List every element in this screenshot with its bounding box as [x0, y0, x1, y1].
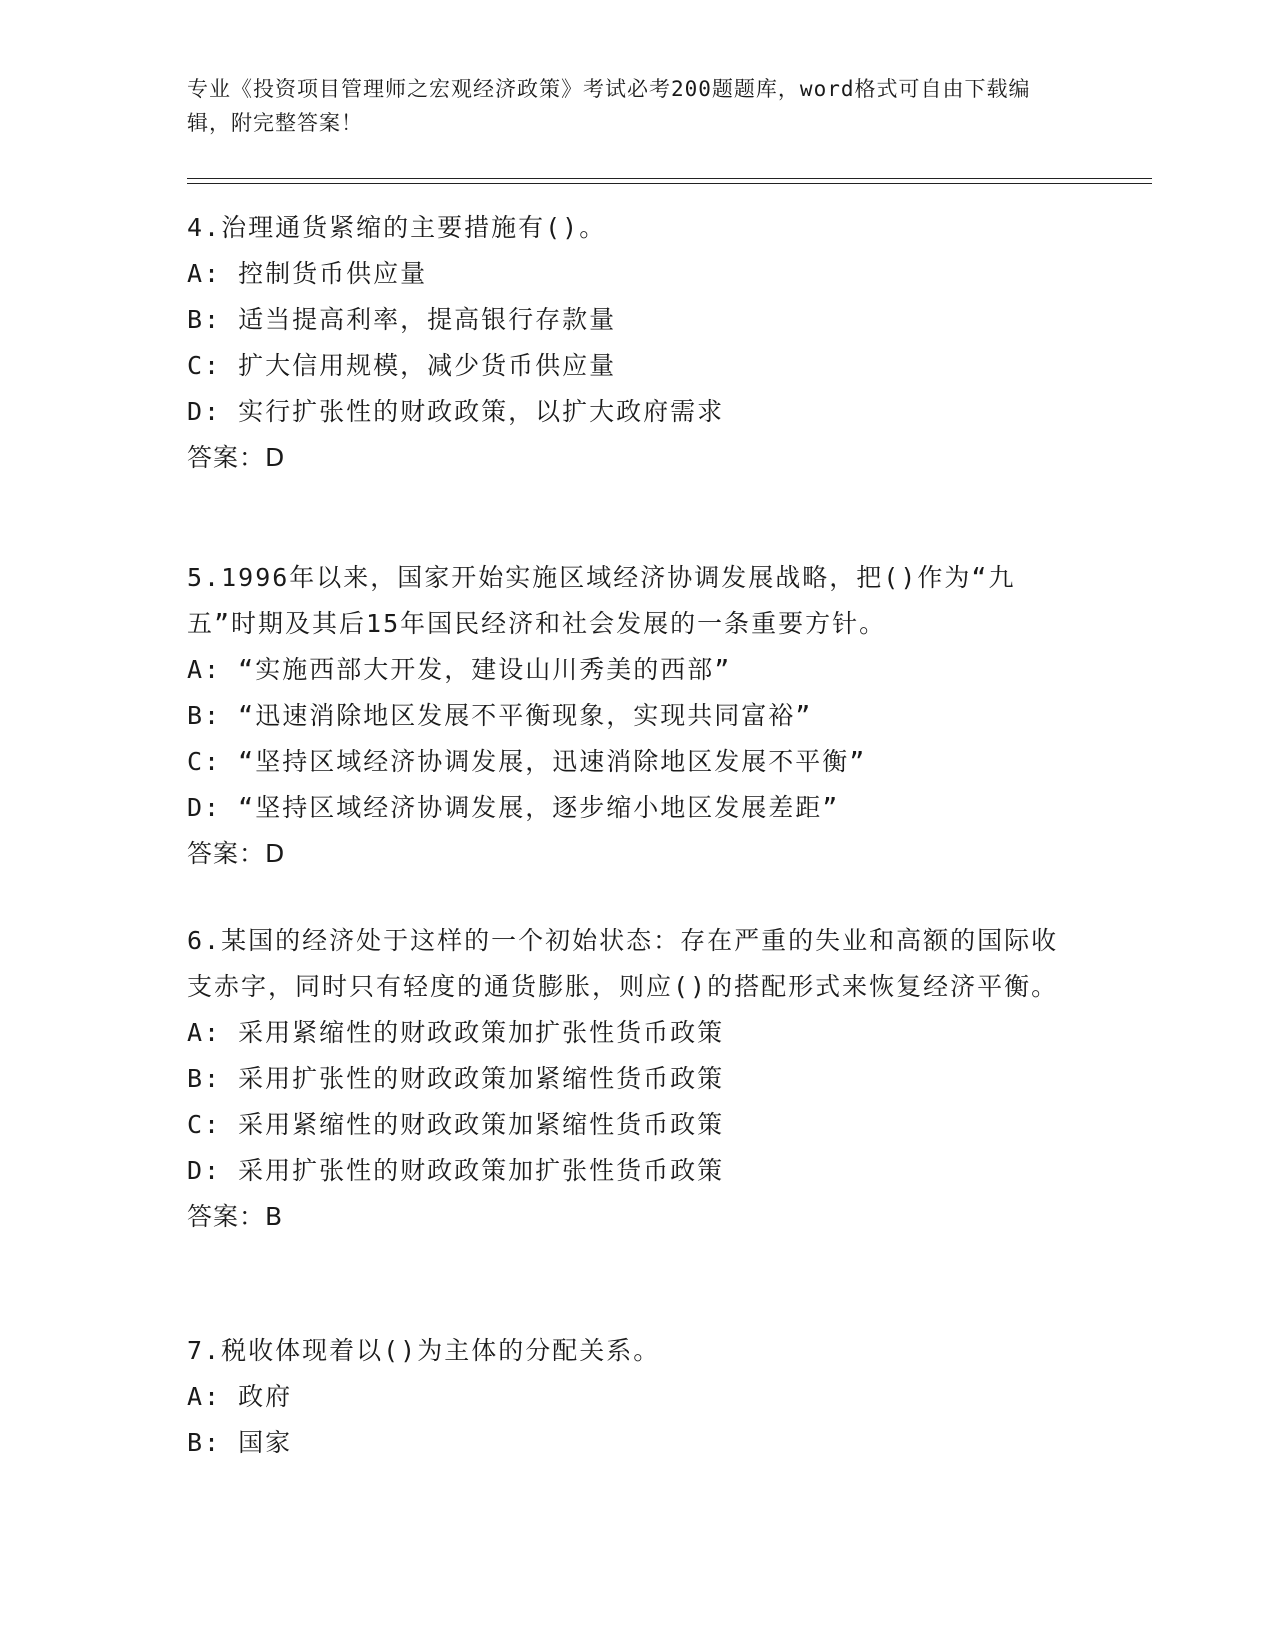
option-b: B: 国家	[187, 1428, 293, 1457]
document-header: 专业《投资项目管理师之宏观经济政策》考试必考200题题库，word格式可自由下载编辑，附完整答案！	[187, 77, 1031, 135]
question-6	[187, 918, 1067, 1240]
question-stem: 4.治理通货紧缩的主要措施有()。	[187, 213, 607, 242]
header-divider	[187, 178, 1152, 179]
question-stem: 5.1996年以来，国家开始实施区域经济协调发展战略，把()作为“九五”时期及其后15年国民经济和社会发展的一条重要方针。	[187, 563, 1016, 638]
answer-line: 答案：B	[187, 1202, 284, 1231]
option-b: B: “迅速消除地区发展不平衡现象，实现共同富裕”	[187, 701, 813, 730]
option-a: A: 控制货币供应量	[187, 259, 428, 288]
option-c: C: 扩大信用规模，减少货币供应量	[187, 351, 617, 380]
answer-line: 答案：D	[187, 839, 286, 868]
question-stem: 6.某国的经济处于这样的一个初始状态：存在严重的失业和高额的国际收支赤字，同时只有轻度的通货膨胀，则应()的搭配形式来恢复经济平衡。	[187, 926, 1059, 1001]
option-b: B: 适当提高利率，提高银行存款量	[187, 305, 617, 334]
header-divider-secondary	[187, 183, 1152, 184]
option-c: C: 采用紧缩性的财政政策加紧缩性货币政策	[187, 1110, 725, 1139]
option-a: A: “实施西部大开发，建设山川秀美的西部”	[187, 655, 732, 684]
option-d: D: “坚持区域经济协调发展，逐步缩小地区发展差距”	[187, 793, 840, 822]
option-d: D: 实行扩张性的财政政策，以扩大政府需求	[187, 397, 725, 426]
option-a: A: 采用紧缩性的财政政策加扩张性货币政策	[187, 1018, 725, 1047]
question-4	[187, 205, 1067, 481]
question-5	[187, 555, 1067, 877]
option-b: B: 采用扩张性的财政政策加紧缩性货币政策	[187, 1064, 725, 1093]
option-d: D: 采用扩张性的财政政策加扩张性货币政策	[187, 1156, 725, 1185]
question-stem: 7.税收体现着以()为主体的分配关系。	[187, 1336, 661, 1365]
option-a: A: 政府	[187, 1382, 293, 1411]
option-c: C: “坚持区域经济协调发展，迅速消除地区发展不平衡”	[187, 747, 867, 776]
answer-line: 答案：D	[187, 443, 286, 472]
question-7	[187, 1328, 1067, 1466]
